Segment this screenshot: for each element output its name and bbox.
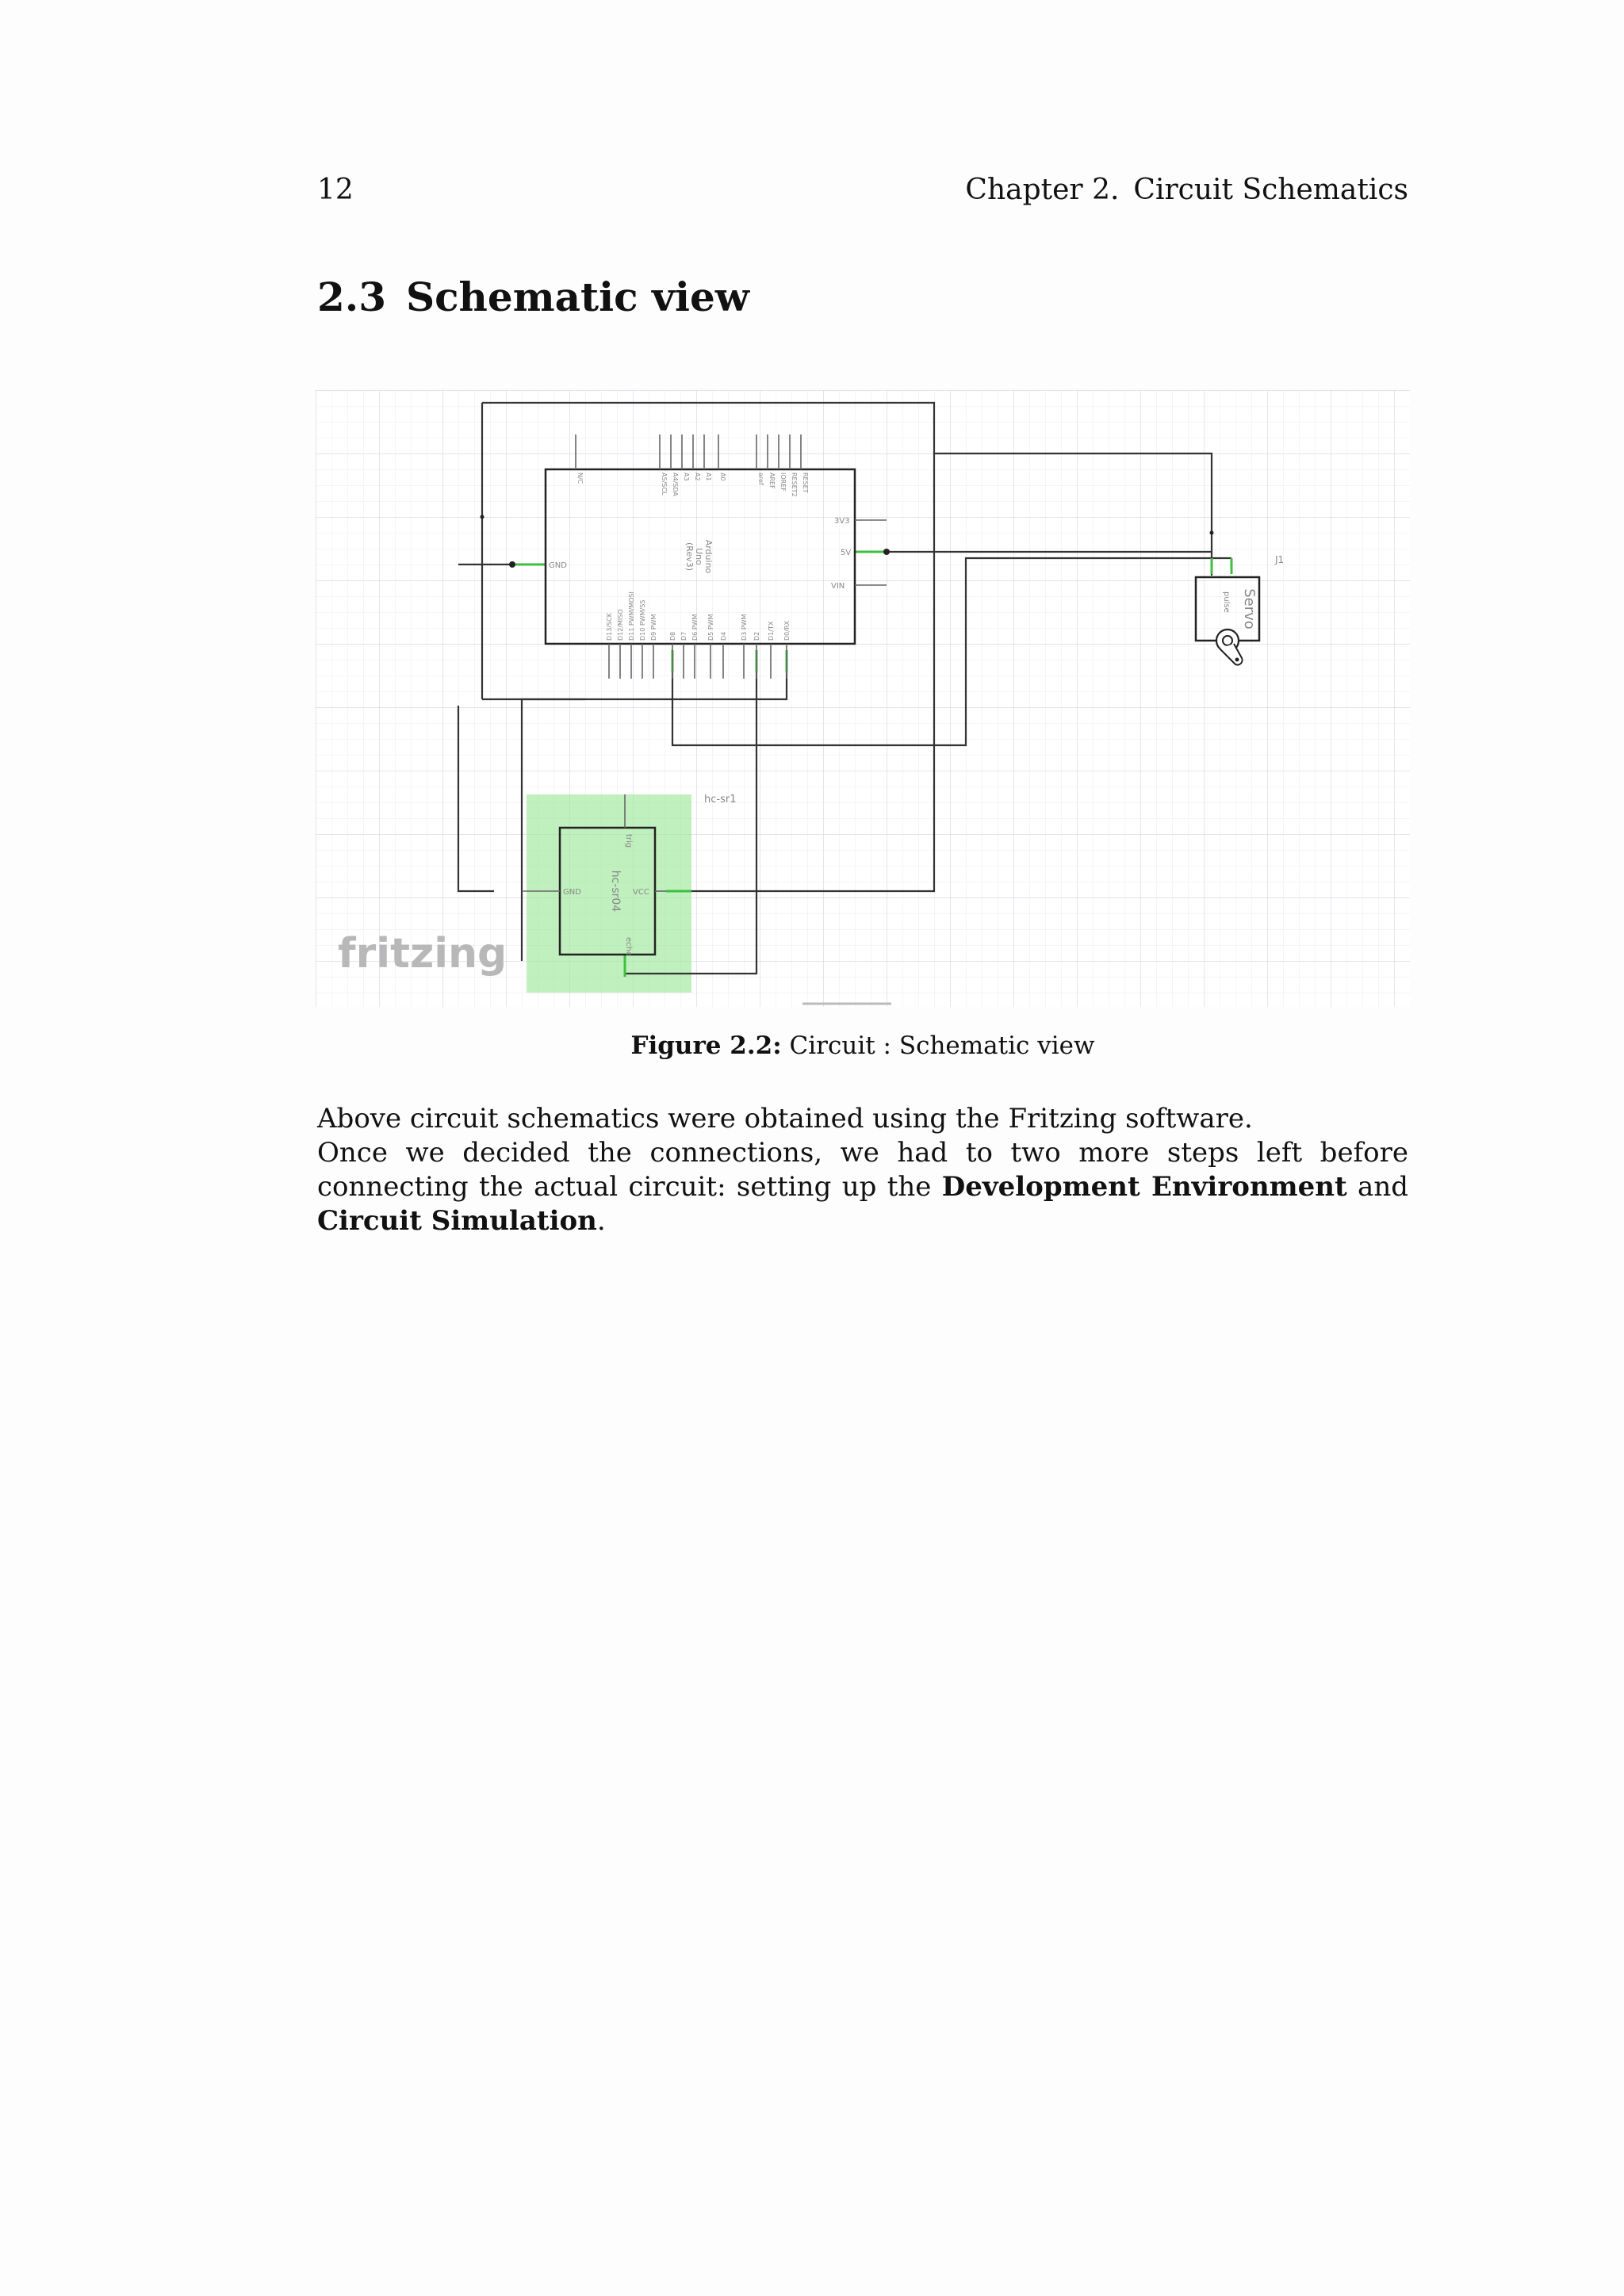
- arduino-top-pin-label: RESET2: [791, 473, 798, 497]
- arduino-top-pin-label: A5/SCL: [661, 473, 668, 496]
- arduino-top-pin-label: A0: [719, 473, 726, 481]
- sensor-highlight: [527, 794, 691, 993]
- dev-env-term: Development Environment: [941, 1171, 1347, 1203]
- arduino-bottom-pin-label: D7: [680, 631, 688, 641]
- sensor-ref: hc-sr1: [704, 794, 737, 806]
- section-title: Schematic view: [406, 274, 749, 320]
- grid-background: [316, 390, 1410, 1007]
- caption-text: Circuit : Schematic view: [789, 1031, 1095, 1060]
- arduino-name-line: Arduino: [703, 539, 714, 574]
- paragraph-2: Once we decided the connections, we had to two more steps left before connecting the actual circuit: setting up the Development Environment and Circuit Simulation.: [317, 1137, 1408, 1237]
- paragraph-1: Above circuit schematics were obtained using the Fritzing software.: [317, 1103, 1253, 1135]
- page-number: 12: [317, 174, 354, 206]
- servo-pin-label: pulse: [1222, 591, 1231, 613]
- figure-caption: [317, 1029, 1408, 1062]
- arduino-5v-label: 5V: [841, 549, 852, 557]
- arduino-bottom-pin-label: D6 PWM: [691, 614, 699, 641]
- arduino-3v3-label: 3V3: [834, 517, 850, 526]
- arduino-top-pin-label: A1: [705, 473, 712, 481]
- arduino-bottom-pin-label: D10 PWM/SS: [639, 599, 646, 641]
- arduino-top-pin-label: AREF: [768, 473, 776, 489]
- sensor-pin-vcc: VCC: [633, 888, 649, 897]
- arduino-name-line: (Rev3): [684, 541, 695, 572]
- arduino-top-pin-label: A3: [683, 473, 690, 481]
- sensor-pin-gnd: GND: [563, 888, 581, 897]
- arduino-gnd-label: GND: [549, 561, 567, 570]
- caption-label: Figure 2.2:: [630, 1031, 782, 1060]
- arduino-top-pin-label: RESET: [802, 473, 809, 493]
- arduino-bottom-pin-label: D0/RX: [783, 621, 791, 641]
- arduino-top-pin-label: N/C: [576, 473, 584, 484]
- arduino-bottom-pin-label: D8: [669, 631, 676, 641]
- arduino-bottom-pin-label: D9 PWM: [650, 614, 657, 641]
- arduino-top-pin-label: A4/SDA: [672, 473, 679, 496]
- arduino-top-pin-label: A2: [694, 473, 701, 481]
- section-number: 2.3: [317, 274, 386, 320]
- arduino-vin-label: VIN: [831, 582, 845, 591]
- arduino-bottom-pin-label: D13/SCK: [606, 613, 613, 641]
- arduino-name-line: Uno: [694, 548, 704, 565]
- arduino-bottom-pin-label: D4: [720, 631, 727, 641]
- section-heading: [317, 270, 749, 325]
- sensor-pin-echo: echo: [624, 937, 633, 957]
- arduino-bottom-pin-label: D3 PWM: [741, 614, 748, 641]
- servo-ref: J1: [1275, 554, 1285, 565]
- arduino-bottom-pin-label: D5 PWM: [707, 614, 714, 641]
- chapter-title: Chapter 2. Circuit Schematics: [965, 174, 1408, 206]
- arduino-bottom-pin-label: D2: [753, 631, 760, 641]
- body-text: [317, 1102, 1408, 1238]
- arduino-bottom-pin-label: D1/TX: [768, 621, 775, 641]
- fritzing-watermark: fritzing: [338, 930, 508, 978]
- schematic-figure: [316, 390, 1410, 1007]
- schematic-diagram: [316, 390, 1410, 1007]
- circuit-sim-term: Circuit Simulation: [317, 1205, 597, 1237]
- arduino-bottom-pin-label: D12/MISO: [617, 609, 624, 641]
- sensor-pin-trig: trig: [624, 834, 633, 848]
- arduino-bottom-pin-label: D11 PWM/MOSI: [628, 591, 635, 641]
- arduino-top-pin-label: IOREF: [779, 473, 787, 492]
- arduino-top-pin-label: aref: [757, 473, 764, 485]
- servo-name: Servo: [1241, 588, 1258, 629]
- sensor-name: hc-sr04: [609, 870, 622, 913]
